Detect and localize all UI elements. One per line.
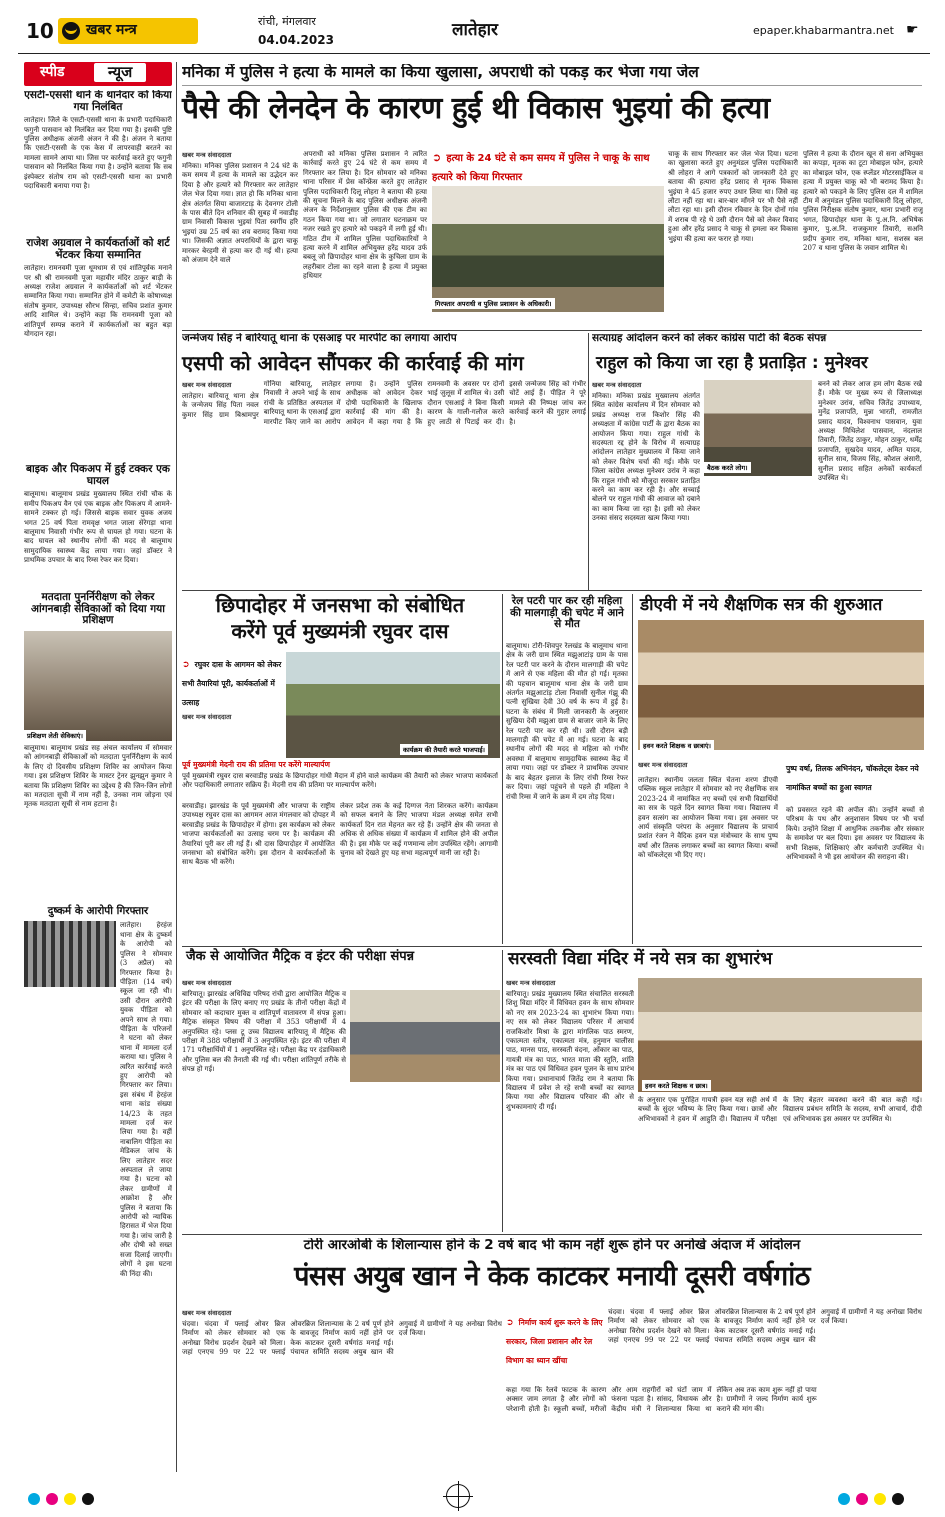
dav-photo-caption: हवन करते शिक्षक व छात्राएं। — [640, 740, 714, 751]
saraswati-text-2: के अनुसार एक पुरोहित गायत्री हवन यज्ञ सही अर्थ में बच्चों के सुंदर भविष्य के लिए किया गया। छात्रों और अभिभावकों ने हवन में आहुति दी। विद्यालय में परीक्षा के लिए बेहतर व्यवस्था करने की बात कही गई। विद्यालय प्रबंधन समिति के सदस्य, सभी आचार्य, दीदी एवं अभिभावक इस अवसर पर उपस्थित थे। — [638, 1096, 922, 1123]
brief-text-5: लातेहार। हेरहंज थाना क्षेत्र के दुष्कर्म के आरोपी को पुलिस ने सोमवार (3 अप्रैल) को गिरफ्तार किया है। पीड़िता (14 वर्ष) स्कूल जा रही थी। उसी दौरान आरोपी युवक पीड़िता को अपने साथ ले गया। पीड़िता के परिजनों ने घटना को लेकर थाना में मामला दर्ज कराया था। पुलिस ने त्वरित कार्रवाई करते हुए आरोपी को गिरफ्तार कर लिया। इस संबंध में हेरहंज थाना कांड संख्या 14/23 के तहत मामला दर्ज कर लिया गया है। वहीं नाबालिग पीड़िता का मेडिकल जांच के लिए लातेहार सदर अस्पताल ले जाया गया है। घटना को लेकर ग्रामीणों में आक्रोश है और पुलिस ने बताया कि आरोपी को न्यायिक हिरासत में भेज दिया गया है। जांच जारी है और दोषी को सख्त सजा दिलाई जाएगी। लोगों ने इस घटना की निंदा की। — [120, 921, 172, 1278]
dav-text-1: लातेहार। स्थानीय जलता स्थित चेतना शरण डीएवी पब्लिक स्कूल लातेहार में सोमवार को नए शैक्षणिक सत्र 2023-24 में नामांकित नए बच्चों एवं सभी विद्यार्थियों का सत्र के पहले दिन स्वागत किया गया। विद्यालय में हवन सत्संग का आयोजन किया गया। इस अवसर पर आर्य संस्कृति परंपरा के अनुसार विद्यालय के प्राचार्य प्रशांत रंजन ने वैदिक हवन यज्ञ मंत्रोच्चार के साथ पुष्प वर्षा और तिलक लगाकर बच्चों का स्वागत किया। बच्चों को चॉकलेट्स भी दिए गए। — [638, 776, 778, 860]
speed-label: स्पीड — [40, 64, 65, 80]
dav-byline-box — [638, 760, 778, 774]
brief-headline-5: दुष्कर्म के आरोपी गिरफ्तार — [47, 904, 149, 917]
cursor-icon: ☛ — [906, 22, 919, 38]
rob-text-1b: चंदवा। चंदवा में फ्लाई ओवर ब्रिज निर्माण को लेकर सोमवार को एक अनोखा विरोध प्रदर्शन देखने को मिला। जहां एनएच 99 पर 22 पर फ्लाई ओवरब्रिज शिलान्यास के 2 वर्ष पूर्ण होने के बावजूद निर्माण कार्य नहीं होने पर केक काटकर दूसरी वर्षगांठ मनाई गई। पंचायत समिति सदस्य अयुब खान की अगुवाई में ग्रामीणों ने यह अनोखा विरोध दर्ज किया। — [608, 1308, 922, 1345]
brief-text-1: लातेहार। जिले के एसटी-एससी थाना के प्रभारी पदाधिकारी फगुनी पासवान को निलंबित कर दिया गया है। इसकी पुष्टि पुलिस अधीक्षक अंजनी अंजन ने की है। अंजन ने बताया कि एसटी-एससी के एक केस में लापरवाही बरतने का मामला सामने आया था। जिस पर कार्रवाई करते हुए फगुनी पासवान को निलंबित किया गया है। उन्होंने बताया कि सब इंस्पेक्टर संतोष राम को एसटी-एससी थाना का प्रभारी पदाधिकारी बनाया गया है। — [24, 116, 172, 190]
jac-text: बारियातू। झारखंड अधिविद्य परिषद रांची द्वारा आयोजित मैट्रिक व इंटर की परीक्षा के लिए बनाए गए प्रखंड के तीनों परीक्षा केंद्रों में सोमवार को कदाचार मुक्त व शांतिपूर्ण वातावरण में संपन्न हुआ। मैट्रिक संस्कृत विषय की परीक्षा में 353 परीक्षार्थी में 4 अनुपस्थित रहे। प्लस टू उच्च विद्यालय बारियातू में मैट्रिक की परीक्षा में 388 परीक्षार्थी में 3 अनुपस्थित रहे। इंटर की परीक्षा में 171 परीक्षार्थियों में 1 अनुपस्थित रहे। परीक्षा केंद्र पर दंडाधिकारी और पुलिस बल की तैनाती की गई थी। परीक्षा शांतिपूर्ण तरीके से संपन्न हो गई। — [182, 990, 346, 1074]
place-date: रांची, मंगलवार — [258, 15, 316, 28]
saraswati-photo — [638, 978, 922, 1092]
jac-byline: खबर मन्त्र संवाददाता — [182, 979, 232, 987]
top-strip-headline: मनिका में पुलिस ने हत्या के मामले का किया खुलासा, अपराधी को पकड़ कर भेजा गया जेल — [182, 64, 922, 86]
raghubar-red-caption: पूर्व मुख्यमंत्री मेदनी राय की प्रतिमा पर करेंगे माल्यार्पण — [182, 760, 330, 769]
rail-divider-2 — [632, 594, 633, 944]
saraswati-headline: सरस्वती विद्या मंदिर में नये सत्र का शुभारंभ — [508, 949, 773, 969]
news-label: न्यूज — [94, 63, 146, 82]
rob-body-2 — [506, 1386, 922, 1474]
masthead — [18, 12, 930, 54]
brief-text-4: बालूमाथ। बालूमाथ प्रखंड सह अंचल कार्यालय में सोमवार को आंगनबाड़ी सेविकाओं को मतदाता पुनर्निरीक्षण के कार्य के लिए दो दिवसीय प्रशिक्षण शिविर का आयोजन किया गया। इस प्रशिक्षण शिविर के मास्टर ट्रेनर झुनझुन कुमार ने बताया कि प्रशिक्षण शिविर का उद्देश्य है की जिन-जिन लोगों का मतदाता सूची में नाम नहीं है, उनका नाम जोड़ना एवं मृतक मतदाता सूची से नाम हटाना है। — [24, 743, 172, 809]
training-caption: प्रशिक्षण लेती सेविकाएं। — [24, 730, 86, 741]
issue-date: 04.04.2023 — [258, 33, 334, 47]
brief-text-3: बालूमाथ। बालूमाथ प्रखंड मुख्यालय स्थित रांची चौक के समीप पिकअप वैन एवं एक बाइक और पिकअप में आमने-सामने टक्कर हो गई। जिससे बाइक सवार युवक अजय भगत 25 वर्ष पिता रामवृक्ष भगत जाला सेरेगड़ा थाना बालूमाथ निवासी गंभीर रूप से घायल हो गया। घटना के बाद घायल को स्थानीय लोगों की मदद से बालूमाथ सामुदायिक स्वास्थ्य केंद्र लाया गया। जहां डॉक्टर ने प्राथमिक उपचार के बाद रिम्स रेफर कर दिया। — [24, 490, 172, 565]
sp-strip: जन्मेजय सिंह ने बारियातू थाना के एसआइ पर मारपीट का लगाया आरोप — [182, 333, 457, 344]
dav-body-1 — [638, 776, 778, 944]
jac-photo — [350, 990, 500, 1082]
raghubar-sub-text: रघुवर दास के आगमन को लेकर सभी तैयारियां पूरी, कार्यकर्ताओं में उत्साह — [182, 660, 282, 707]
raghubar-text-1: बरवाडीह। झारखंड के पूर्व मुख्यमंत्री और भाजपा के राष्ट्रीय उपाध्यक्ष रघुवर दास का आगमन आज मंगलवार को दोपहर में बरवाडीह प्रखंड के छिपादोहर में होगा। इस कार्यक्रम को लेकर भाजपा कार्यकर्ताओं का उत्साह चरम पर है। कार्यक्रम की तैयारियां पूरी कर ली गई हैं। श्री दास छिपादोहर में आयोजित जनसभा को संबोधित करेंगे। इस दौरान वे कार्यकर्ताओं के साथ बैठक भी करेंगे। — [182, 802, 335, 867]
lead-callout: ➲ हत्या के 24 घंटे से कम समय में पुलिस ने चाकू के साथ हत्यारे को किया गिरफ्तार — [432, 151, 650, 183]
raghubar-headline-1: छिपादोहर में जनसभा को संबोधित — [215, 593, 465, 617]
website-link[interactable]: epaper.khabarmantra.net — [753, 24, 894, 37]
raghubar-body-1 — [182, 802, 335, 942]
color-registration-left — [28, 1490, 100, 1509]
lead-photo-caption: गिरफ्तार अपराधी व पुलिस प्रशासन के अधिकारी। — [432, 298, 555, 309]
rob-strip: टोरी आरओबी के शिलान्यास होने के 2 वर्ष बाद भी काम नहीं शुरू होने पर अनोखे अंदाज में आंदोलन — [303, 1238, 801, 1253]
dav-photo — [638, 620, 924, 750]
rail-text: बालूमाथ। टोरी-शिवपुर रेलखंड के बालूमाथ थाना क्षेत्र के जरी ग्राम स्थित मझुआटांड़ ग्राम के पास रेल पटरी पार करने के दौरान मालगाड़ी की चपेट में आने से एक महिला की मौत हो गई। मृतका की पहचान बालूमाथ थाना क्षेत्र के जरी ग्राम अंतर्गत मझुआटांड़ टोला निवासी सुनील गंझू की पत्नी सुखिया देवी 30 वर्ष के रूप में हुई है। घटना के संबंध में मिली जानकारी के अनुसार सुखिया देवी मझुआ ग्राम से बाजार जाने के लिए रेल पटरी पार कर रही थी। उसी दौरान बड़ी मालगाड़ी की चपेट में आ गई। घटना के बाद स्थानीय लोगों की मदद से महिला को गंभीर अवस्था में बालूमाथ सामुदायिक स्वास्थ्य केंद्र में लाया गया। जहां पर डॉक्टर ने प्राथमिक उपचार के बाद बेहतर इलाज के लिए रांची रिम्स रेफर कर दिया। जहां पहुंचने से पहले ही महिला ने रांची रिम्स में जाने के क्रम में दम तोड़ दिया। — [506, 642, 628, 801]
brief-headline-1: एसटी-एससी थाने के थानेदार को किया गया निलंबित — [24, 90, 172, 113]
saraswati-body — [506, 978, 634, 1232]
jac-body — [182, 978, 500, 1232]
brief-text-2: लातेहार। रामनवमी पूजा धूमधाम से एवं शांतिपूर्वक मनाने पर श्री श्री रामनवमी पूजा महावीर मंदिर ठाकुर बाड़ी के अध्यक्ष राजेश अग्रवाल ने कार्यकर्ताओं को शर्ट भेंटकर सम्मानित किया गया। सम्मानित होने में कमेटी के कोषाध्यक्ष संतोष कुमार, उपाध्यक्ष सौरभ सिन्हा, सचिव प्रशांत कुमार आदि शामिल थे। उन्होंने कहा कि रामनवमी पूजा को शांतिपूर्ण सम्पन्न कराने में कार्यकर्ताओं का बहुत बड़ा योगदान रहा। — [24, 264, 172, 339]
rob-text-1: चंदवा। चंदवा में फ्लाई ओवर ब्रिज निर्माण को लेकर सोमवार को एक अनोखा विरोध प्रदर्शन देखने को मिला। जहां एनएच 99 पर 22 पर फ्लाई ओवरब्रिज शिलान्यास के 2 वर्ष पूर्ण होने के बावजूद निर्माण कार्य नहीं होने पर केक काटकर दूसरी वर्षगांठ मनाई गई। पंचायत समिति सदस्य अयुब खान की अगुवाई में ग्रामीणों ने यह अनोखा विरोध दर्ज किया। — [182, 1320, 502, 1357]
raghubar-sub: ➲ रघुवर दास के आगमन को लेकर सभी तैयारियां पूरी, कार्यकर्ताओं में उत्साह — [182, 660, 282, 707]
sp-byline: खबर मन्त्र संवाददाता — [182, 381, 232, 389]
dav-body-2 — [786, 806, 924, 944]
rob-byline: खबर मन्त्र संवाददाता — [182, 1309, 232, 1317]
color-registration-right — [838, 1490, 904, 1509]
dav-sub — [786, 756, 924, 794]
rob-text-2: कहा गया कि रेलवे फाटक के कारण अक्सर जाम लगता है और लोगों को परेशानी होती है। स्कूली बच्चों, मरीजों और आम राहगीरों को घंटों जाम में फंसना पड़ता है। सांसद, विधायक और केंद्रीय मंत्री ने शिलान्यास किया था लेकिन अब तक काम शुरू नहीं हो पाया है। ग्रामीणों ने जल्द निर्माण कार्य शुरू कराने की मांग की। — [506, 1386, 817, 1413]
sp-text: लातेहार। बारियातू थाना क्षेत्र के जन्मेजय सिंह पिता नवल कुमार सिंह ग्राम बिश्रामपुर गोनिया बारियातू, लातेहार निवासी ने अपने भाई के साथ रांची के प्रतिष्ठित अस्पताल में बारियातू थाना के एसआई द्वारा मारपीट किए जाने का आरोप लगाया है। उन्होंने पुलिस अधीक्षक को आवेदन देकर दोषी पदाधिकारी के खिलाफ कार्रवाई की मांग की है। आवेदन में कहा गया है कि रामनवमी के अवसर पर दोनों भाई जुलूस में शामिल थे। उसी दौरान एसआई ने बिना किसी कारण के गाली-गलौज करते हुए लाठी से पिटाई कर दी। इससे जन्मेजय सिंह को गंभीर चोटें आई हैं। पीड़ित ने पूरे मामले की निष्पक्ष जांच कर कार्रवाई करने की गुहार लगाई है। — [182, 380, 586, 426]
congress-strip: सत्याग्रह आंदोलन करने को लेकर कांग्रेस पार्टी की बैठक संपन्न — [592, 333, 827, 344]
brief-headline-3: बाइक और पिकअप में हुई टक्कर एक घायल — [26, 463, 170, 487]
lead-col-4 — [803, 150, 923, 328]
raghubar-byline: खबर मन्त्र संवाददाता — [182, 713, 232, 721]
lead-photo — [432, 186, 664, 312]
lead-col-3 — [668, 150, 798, 328]
brand-icon — [62, 22, 80, 40]
saraswati-text: बारियातू। प्रखंड मुख्यालय स्थित संचालित सरस्वती शिशु विद्या मंदिर में विधिवत हवन के साथ सोमवार को नए सत्र 2023-24 का शुभारंभ किया गया। नए सत्र को लेकर विद्यालय परिसर में आचार्य राजकिशोर मिश्रा के द्वारा मांगलिक पाठ स्मरण, एकात्मता स्तोत्र, एकात्मता मंत्र, हनुमान चालीसा पाठ, मानस पाठ, सरस्वती वंदना, ओंकार का पाठ, गायत्री मंत्र का पाठ, भारत माता की स्तुति, शांति मंत्र का पाठ एवं विधिवत हवन पूजन के साथ प्रारंभ किया गया। प्रधानाचार्य जितेंद्र राम ने बताया कि विद्यालय में प्रवेश ले रहे सभी बच्चों का स्वागत किया गया और विद्यालय परिवार की ओर से शुभकामनाएं दी गईं। — [506, 990, 634, 1111]
rob-body-1 — [182, 1308, 502, 1474]
dav-sub-text: पुष्प वर्षा, तिलक अभिनंदन, चॉकलेट्स देकर नये नामांकित बच्चों का हुआ स्वागत — [786, 764, 919, 792]
jac-rule — [182, 946, 922, 947]
mid-divider-1 — [588, 333, 589, 591]
rob-headline: पंसस अयुब खान ने केक काटकर मनायी दूसरी वर्षगांठ — [294, 1261, 810, 1292]
left-sidebar — [24, 90, 172, 1474]
sp-headline: एसपी को आवेदन सौंपकर की कार्रवाई की मांग — [182, 351, 524, 375]
rail-body — [506, 642, 628, 942]
raghubar-headline-2: करेंगे पूर्व मुख्यमंत्री रघुवर दास — [231, 619, 449, 643]
congress-col-1 — [592, 380, 700, 586]
brief-headline-4: मतदाता पुनर्निरीक्षण को लेकर आंगनबाड़ी सेविकाओं को दिया गया प्रशिक्षण — [31, 591, 165, 627]
raghubar-rule — [182, 590, 922, 591]
speed-news-label — [24, 62, 172, 86]
congress-col-3 — [818, 380, 922, 586]
sp-body — [182, 380, 586, 586]
dav-text-2: को प्रवसरत रहने की अपील की। उन्होंने बच्चों से परिश्रम के पथ और अनुशासन विषय पर भी चर्चा किये। उन्होंने शिक्षा में आधुनिक तकनीक और संस्कार के समावेश पर बल दिया। इस अवसर पर विद्यालय के सभी शिक्षक, शिक्षिकाएं और कर्मचारी उपस्थित थे। अभिभावकों ने भी इस आयोजन की सराहना की। — [786, 806, 924, 862]
lead-headline: पैसे की लेनदेन के कारण हुई थी विकास भुइयां की हत्या — [182, 91, 770, 126]
congress-photo-caption: बैठक करते लोग। — [704, 462, 751, 473]
brand-name: खबर मन्त्र — [86, 22, 137, 39]
congress-text-2: बनने को लेकर आज हम लोग बैठक रखे हैं। मौके पर मुख्य रूप से जिलाध्यक्ष मुनेश्वर उरांव, सचिव जितेंद्र उपाध्याय, मुनेंद्र प्रजापति, मुन्ना भारती, रामजीत प्रसाद यादव, विश्वनाथ पासवान, युवा अध्यक्ष मिथिलेश पासवान, नंदलाल तिवारी, जितेंद्र ठाकुर, मोहन ठाकुर, धर्मेंद्र प्रजापति, सुखदेव यादव, अमित यादव, सुनील साव, विजय सिंह, कौशल अंसारी, सुनील प्रसाद सहित अनेकों कार्यकर्ता उपस्थित थे। — [818, 380, 922, 483]
rob-body-3 — [608, 1308, 922, 1384]
jac-headline: जैक से आयोजित मैट्रिक व इंटर की परीक्षा संपन्न — [186, 949, 415, 964]
raghubar-photo — [286, 652, 500, 758]
training-photo — [24, 631, 172, 741]
lead-text-3: चाकू के साथ गिरफ्तार कर जेल भेज दिया। घटना का खुलासा करते हुए अनुमंडल पुलिस पदाधिकारी श्री लोहरा ने आगे पत्रकारों को जानकारी देते हुए बताया की हत्यारा हरेंद्र प्रसाद से मृतक विकास भुइंया ने 45 हजार रुपए उधार लिया था। जिसे वह लौटा नहीं रहा था। बार-बार माँगने पर भी पैसे नहीं लौटा रहा था। इसी दौरान रविवार के दिन दोनों गांव में शराब पी रहे थे उसी दौरान पैसे को लेकर विवाद हुआ और हरेंद्र प्रसाद ने चाकू से हमला कर विकास भुइंया की हत्या कर फरार हो गया। — [668, 150, 798, 243]
lead-text-1: मनिका। मनिका पुलिस प्रशासन ने 24 घंटे के कम समय में हत्या के मामले का उद्भेदन कर दिया है और हत्यारे को गिरफ्तार कर लातेहार जेल भेज दिया गया। ज्ञात हो कि मनिका थाना क्षेत्र अंतर्गत सिया बाजारटाड़ के देवनगर टोली के पास बीते दिन शनिवार की सुबह में नवाडीह ग्राम निवासी विकास भुइयां पिता स्वर्गीय हरि भुइयां उम्र 25 वर्ष का शव बरामद किया गया था। जिसकी अज्ञात अपराधियों के द्वारा चाकू मारकर बेरहमी से हत्या कर दी गई थी। हत्या को अंजाम देने वाले — [182, 162, 298, 265]
raghubar-text-2: लेकर प्रदेश तक के कई दिग्गज नेता शिरकत करेंगे। कार्यक्रम को सफल बनाने के लिए भाजपा मंडल अध्यक्ष समेत सभी कार्यकर्ता दिन रात मेहनत कर रहे हैं। उन्होंने क्षेत्र की जनता से अधिक से अधिक संख्या में कार्यक्रम में शामिल होने की अपील की है। इस मौके पर कई गणमान्य लोग उपस्थित रहेंगे। आगामी चुनाव को देखते हुए यह सभा महत्वपूर्ण मानी जा रही है। — [340, 802, 498, 858]
registration-mark-icon — [446, 1484, 470, 1508]
brief-headline-2: राजेश अग्रवाल ने कार्यकर्ताओं को शर्ट भेंटकर किया सम्मानित — [26, 237, 170, 261]
rail-headline: रेल पटरी पार कर रही महिला की मालगाड़ी की चपेट में आने से मौत — [510, 595, 624, 631]
congress-byline: खबर मन्त्र संवाददाता — [592, 381, 642, 389]
lead-text-4: पुलिस ने हत्या के दौरान खून से सना अभियुक्त का कपड़ा, मृतक का टूटा मोबाइल फोन, हत्यारे का मोबाइल फोन, एक स्प्लेंडर मोटरसाईकिल व हत्या में प्रयुक्त चाकू को भी बरामद किया है। हत्यारे को पकड़ने के लिए पुलिस दल में शामिल टीम में अनुमंडल पुलिस पदाधिकारी दिलू लोहरा, पुलिस निरीक्षक संतोष कुमार, थाना प्रभारी राजू भगत, छिपादोहर थाना के पु.अ.नि. अभिषेक कुमार, पु.अ.नि. राजकुमार तिवारी, सअनि प्रदीप कुमार राय, मनिका थाना, सशस्त्र बल 207 व थाना पुलिस के जवान शामिल थे। — [803, 150, 923, 253]
saraswati-photo-caption: हवन करते शिक्षक व छात्र। — [642, 1080, 711, 1091]
saraswati-body-2 — [638, 1096, 922, 1232]
congress-text: मनिका। मनिका प्रखंड मुख्यालय अंतर्गत स्थित कांग्रेस कार्यालय में दिन सोमवार को प्रखंड अध्यक्ष राज किशोर सिंह की अध्यक्षता में कांग्रेस पार्टी के द्वारा बैठक का आयोजन किया गया। राहुल गांधी के सदस्यता रद्द होने के विरोध में सत्याग्रह आंदोलन लातेहार मुख्यालय में किया जाने को लेकर विशेष चर्चा की गई। मौके पर जिला कांग्रेस अध्यक्ष मुनेश्वर उरांव ने कहा कि राहुल गांधी को मौजूदा सरकार प्रताड़ित करने का काम कर रही है। और सच्चाई बोलने पर राहुल गांधी की आवाज को दबाने का काम किया जा रहा है। इसी को लेकर उनका संसद सदस्यता खत्म किया गया। — [592, 392, 700, 523]
saraswati-byline: खबर मन्त्र संवाददाता — [506, 979, 556, 987]
lead-text-tail — [432, 316, 664, 328]
strip-rule — [182, 330, 922, 331]
raghubar-lead-text: पूर्व मुख्यमंत्री रघुवर दास बरवाडीह प्रखंड के छिपादोहर गांधी मैदान में होने वाले कार्यक्रम की तैयारी को लेकर भाजपा कार्यकर्ता और पदाधिकारी लगातार सक्रिय हैं। मेदनी राय की प्रतिमा पर माल्यार्पण करेंगे। — [182, 772, 498, 790]
page-number: 10 — [26, 19, 54, 43]
dav-headline: डीएवी में नये शैक्षणिक सत्र की शुरुआत — [640, 595, 883, 615]
rob-callout: ➲ निर्माण कार्य शुरू करने के लिए सरकार, जिला प्रशासन और रेल विभाग का ध्यान खींचा — [506, 1318, 603, 1365]
arrest-photo — [24, 921, 116, 987]
dav-byline: खबर मन्त्र संवाददाता — [638, 761, 688, 769]
raghubar-photo-caption: कार्यक्रम की तैयारी करते भाजपाई। — [400, 744, 488, 755]
congress-headline: राहुल को किया जा रहा है प्रताड़ित : मुनेश्वर — [596, 353, 868, 373]
sidebar-divider — [176, 62, 177, 1472]
brand-logo — [58, 18, 198, 44]
rail-divider — [502, 594, 503, 944]
rob-rule — [182, 1234, 922, 1235]
lead-col-1 — [182, 150, 298, 328]
rob-callout-text: निर्माण कार्य शुरू करने के लिए सरकार, जिला प्रशासन और रेल विभाग का ध्यान खींचा — [506, 1318, 603, 1365]
lead-byline: खबर मन्त्र संवाददाता — [182, 151, 232, 159]
raghubar-body-2 — [340, 802, 498, 942]
lead-text-2: अपराधी को मनिका पुलिस प्रशासन ने त्वरित कार्रवाई करते हुए 24 घंटे से कम समय में गिरफ्तार कर लिया है। दिन सोमवार को मनिका थाना परिसर में प्रेस कॉन्फ्रेंस करते हुए लातेहार पुलिस पदाधिकारी दिलू लोहरा ने बताया की हत्या की सूचना मिलने के बाद पुलिस अधीक्षक अंजनी अंजन के निर्देशानुसार पुलिस की एक टीम का गठन किया गया था। जो लगातार घटनाक्रम पर नजर रखते हुए हत्यारे को पकड़ने में लगी हुई थी। गठित टीम में शामिल पुलिस पदाधिकारियों ने हत्या करने में शामिल अभियुक्त हरेंद्र यादव उर्फ बबलू जो छिपादोहर थाना क्षेत्र के कुचिला ग्राम के लहरीबार टोला का रहने वाला है हत्या में प्रयुक्त हथियार — [303, 150, 427, 281]
lead-callout-text: हत्या के 24 घंटे से कम समय में पुलिस ने चाकू के साथ हत्यारे को किया गिरफ्तार — [432, 153, 650, 183]
jac-divider — [502, 950, 503, 1232]
lead-col-2 — [303, 150, 427, 326]
edition-name: लातेहार — [452, 20, 499, 40]
